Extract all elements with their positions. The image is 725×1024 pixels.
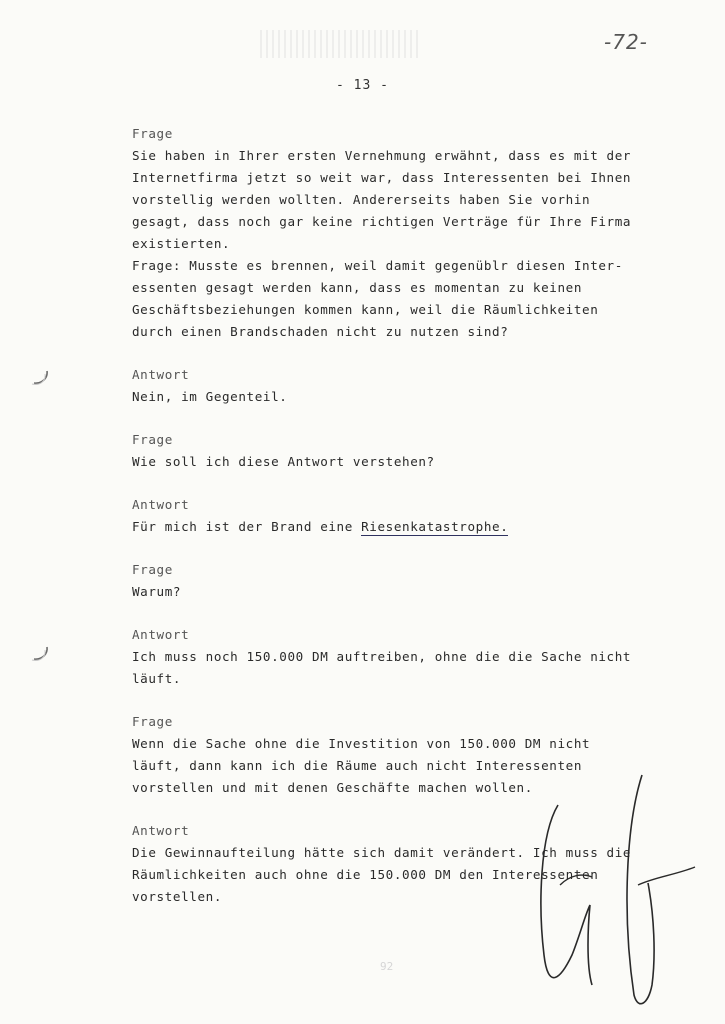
text-line: vorstellen und mit denen Geschäfte machen wollen. <box>132 780 533 795</box>
punch-hole-icon <box>30 644 52 664</box>
page-number: - 13 - <box>336 78 389 93</box>
text-line: gesagt, dass noch gar keine richtigen Verträge für Ihre Firma <box>132 214 632 229</box>
text-line: Nein, im Gegenteil. <box>132 389 288 404</box>
faint-footer-mark: 92 <box>380 960 394 973</box>
text-line: Räumlichkeiten auch ohne die 150.000 DM den Interessenten <box>132 867 599 882</box>
text-line <box>132 516 672 538</box>
handwritten-signature <box>530 765 710 1015</box>
text-line: existierten. <box>132 236 231 251</box>
text-line: läuft, dann kann ich die Räume auch nicht Interessenten <box>132 758 583 773</box>
text-line: Ich muss noch 150.000 DM auftreiben, ohne die die Sache nicht <box>132 649 632 664</box>
folio-mark: -72- <box>604 30 648 54</box>
text-line: Warum? <box>132 584 182 599</box>
question-label: Frage <box>132 432 173 447</box>
answer-label: Antwort <box>132 627 190 642</box>
text-line: Frage: Musste es brennen, weil damit gegenüblr diesen Inter- <box>132 258 623 273</box>
text-line: vorstellen. <box>132 889 223 904</box>
qa-block-answer-3 <box>132 624 672 690</box>
question-label: Frage <box>132 714 173 729</box>
qa-block-question-3 <box>132 559 672 603</box>
text-line: vorstellig werden wollten. Andererseits haben Sie vorhin <box>132 192 591 207</box>
text-line: durch einen Brandschaden nicht zu nutzen sind? <box>132 324 509 339</box>
text-line: Internetfirma jetzt so weit war, dass Interessenten bei Ihnen <box>132 170 632 185</box>
answer-label: Antwort <box>132 367 190 382</box>
qa-block-answer-1 <box>132 364 672 408</box>
question-label: Frage <box>132 562 173 577</box>
text-line: Sie haben in Ihrer ersten Vernehmung erwähnt, dass es mit der <box>132 148 632 163</box>
text-line: läuft. <box>132 671 182 686</box>
qa-block-question-2 <box>132 429 672 473</box>
text-line: Geschäftsbeziehungen kommen kann, weil die Räumlichkeiten <box>132 302 599 317</box>
answer-label: Antwort <box>132 823 190 838</box>
answer-label: Antwort <box>132 497 190 512</box>
question-label: Frage <box>132 126 173 141</box>
text-line: Die Gewinnaufteilung hätte sich damit verändert. Ich muss die <box>132 845 632 860</box>
qa-block-answer-2 <box>132 494 672 538</box>
underlined-word: Riesenkatastrophe. <box>361 519 509 534</box>
text-prefix: Für mich ist der Brand eine <box>132 519 362 534</box>
text-line: Wenn die Sache ohne die Investition von 150.000 DM nicht <box>132 736 591 751</box>
scan-smudge <box>260 30 420 58</box>
text-line: essenten gesagt werden kann, dass es momentan zu keinen <box>132 280 583 295</box>
qa-block-question-1 <box>132 123 672 343</box>
punch-hole-icon <box>30 368 52 388</box>
text-line: Wie soll ich diese Antwort verstehen? <box>132 454 435 469</box>
